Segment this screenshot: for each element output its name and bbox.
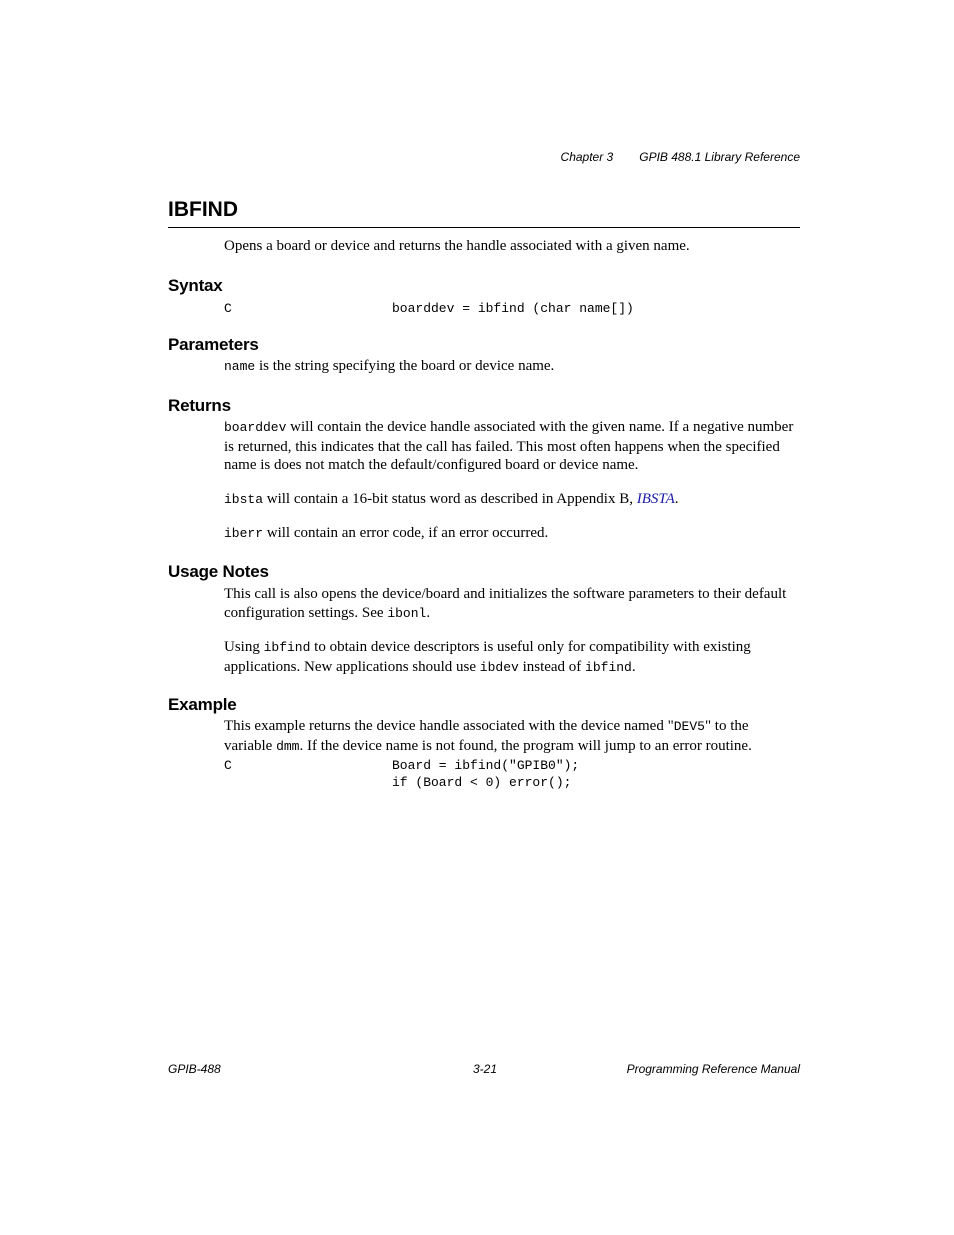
parameters-text: is the string specifying the board or device name. — [255, 358, 555, 374]
parameters-paragraph — [224, 357, 800, 377]
parameters-heading: Parameters — [168, 335, 259, 354]
usage-ibonl-code: ibonl — [387, 605, 427, 621]
usage-text-1: This call is also opens the device/board and initializes the software parameters to their default configuration settings. See — [224, 586, 787, 621]
returns-ibsta-code: ibsta — [224, 492, 264, 507]
returns-text-3: will contain an error code, if an error occurred. — [263, 525, 549, 541]
header-chapter: Chapter 3 — [560, 150, 614, 164]
syntax-lang: C — [224, 301, 232, 316]
footer-left: GPIB-488 — [168, 1062, 221, 1076]
example-dev5-code: DEV5 — [673, 719, 705, 734]
usage-paragraph-1 — [224, 585, 800, 623]
footer-page-number: 3-21 — [473, 1062, 498, 1076]
page-title: IBFIND — [168, 197, 800, 228]
usage-text-2d: . — [631, 658, 636, 675]
usage-ibfind-code-1: ibfind — [263, 640, 311, 655]
intro-paragraph: Opens a board or device and returns the handle associated with a given name. — [224, 238, 690, 254]
param-name-code: name — [224, 359, 256, 374]
returns-paragraph-2 — [224, 490, 800, 510]
usage-text-2a: Using — [224, 639, 264, 655]
usage-text-2b: to obtain device descriptors is useful only for compatibility with existing applications. New applications should use — [224, 639, 751, 675]
returns-text-2-end: . — [674, 491, 679, 507]
usage-paragraph-2 — [224, 638, 800, 677]
running-header — [561, 150, 800, 164]
usage-text-1-end: . — [426, 604, 431, 621]
example-lang: C — [224, 758, 232, 773]
example-code-line-2: if (Board < 0) error(); — [392, 775, 572, 790]
example-dmm-code: dmm — [276, 738, 300, 754]
returns-text-2: will contain a 16-bit status word as described in Appendix B, — [263, 491, 637, 507]
returns-paragraph-3 — [224, 524, 800, 544]
header-section: GPIB 488.1 Library Reference — [639, 150, 800, 164]
example-text-2: " to the variable — [224, 718, 749, 754]
footer-right: Programming Reference Manual — [626, 1062, 800, 1076]
usage-heading: Usage Notes — [168, 562, 269, 581]
example-paragraph — [224, 717, 800, 756]
example-heading: Example — [168, 695, 237, 714]
syntax-heading: Syntax — [168, 276, 223, 295]
usage-ibfind-code-2: ibfind — [585, 659, 632, 675]
ibsta-link[interactable]: IBSTA — [636, 491, 675, 507]
example-code-line-1: Board = ibfind("GPIB0"); — [392, 758, 580, 773]
returns-paragraph-1 — [224, 418, 800, 475]
returns-text-1: will contain the device handle associated with the given name. If a negative number is returned, this indicates that the call has failed. This most often happens when the specified name is does not match the default/configured board or device name. — [224, 419, 794, 473]
example-text-3: . If the device name is not found, the program will jump to an error routine. — [299, 737, 752, 754]
returns-boarddev-code: boarddev — [224, 420, 287, 435]
returns-iberr-code: iberr — [224, 526, 264, 541]
syntax-code: boarddev = ibfind (char name[]) — [392, 301, 634, 316]
returns-heading: Returns — [168, 396, 231, 415]
usage-text-2c: instead of — [518, 658, 586, 675]
example-text-1: This example returns the device handle associated with the device named " — [224, 718, 674, 734]
usage-ibdev-code: ibdev — [479, 659, 519, 675]
